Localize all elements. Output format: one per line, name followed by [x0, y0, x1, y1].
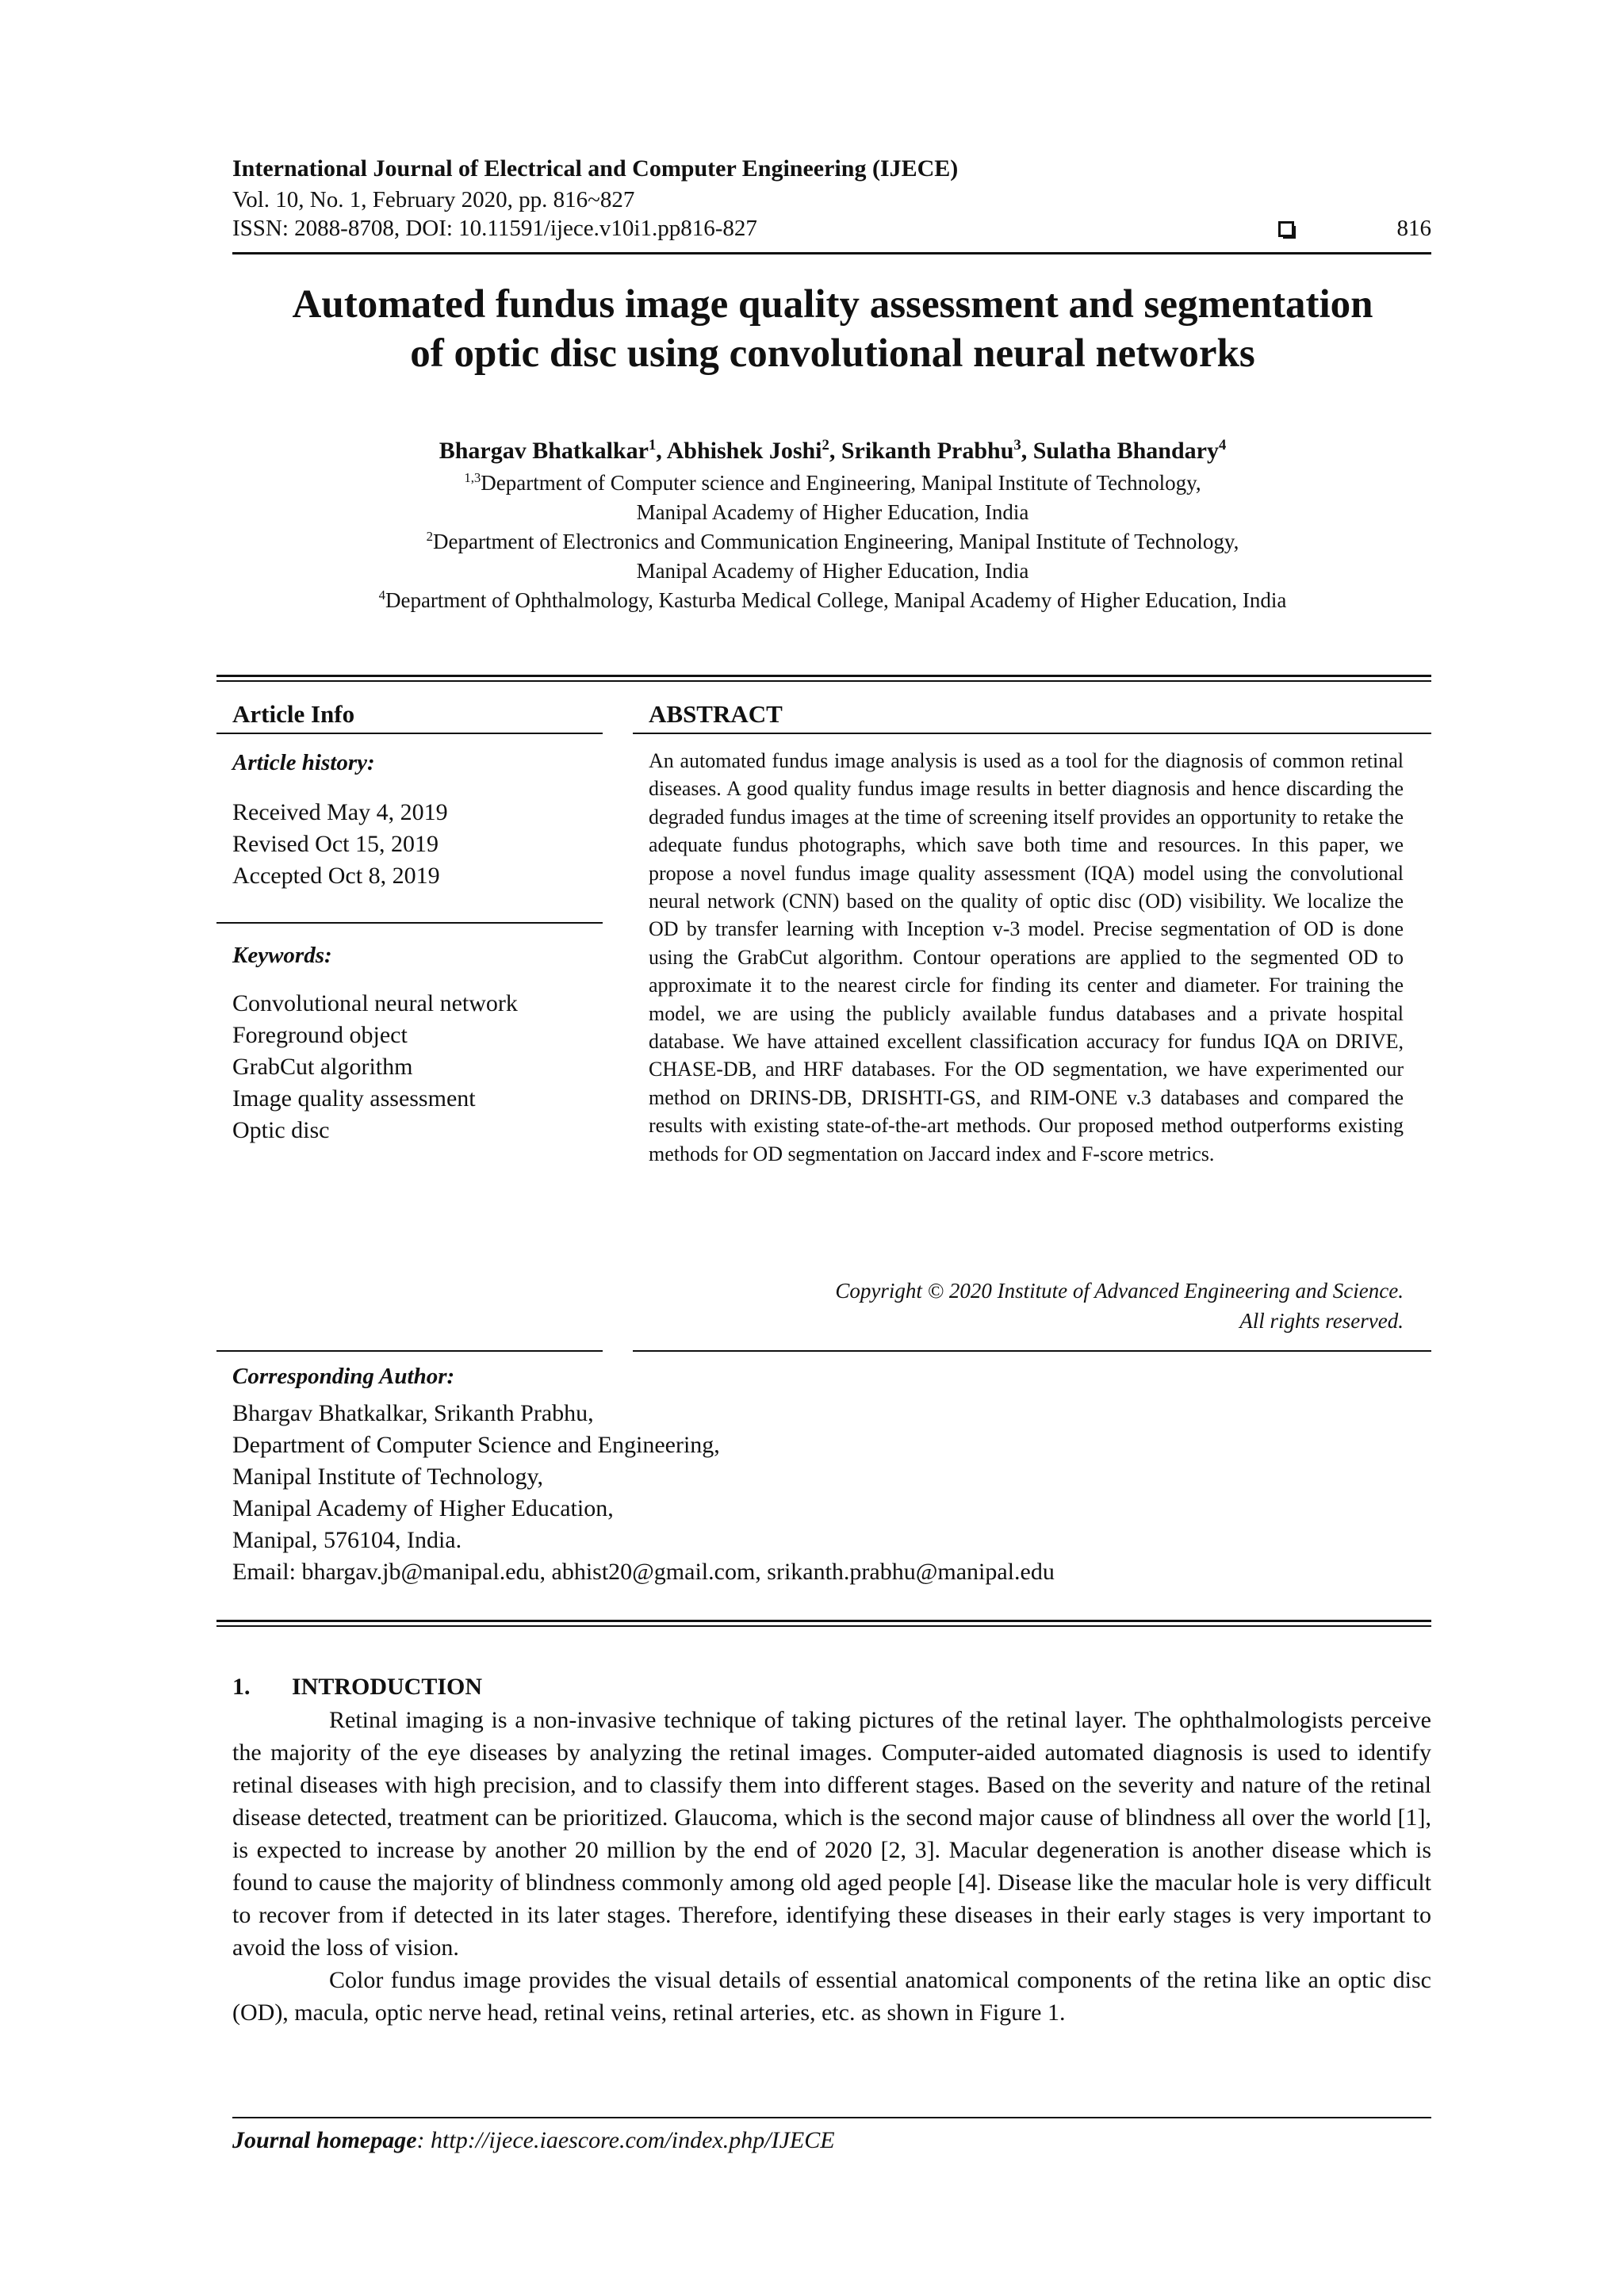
copyright-line: Copyright © 2020 Institute of Advanced Engineering and Science.: [835, 1279, 1404, 1303]
info-box-top-rule: [216, 680, 1431, 682]
author-list: [182, 438, 1483, 465]
keyword-list: [232, 988, 518, 1146]
corresponding-email[interactable]: Email: bhargav.jb@manipal.edu, abhist20@gmail.com, srikanth.prabhu@manipal.edu: [232, 1559, 1055, 1585]
keyword: Foreground object: [232, 1022, 408, 1048]
abstract-rule: [633, 1350, 1431, 1352]
journal-homepage: [232, 2127, 835, 2154]
homepage-label: Journal homepage: [232, 2127, 417, 2153]
journal-volume: Vol. 10, No. 1, February 2020, pp. 816~827: [232, 187, 635, 212]
author-separator: ,: [1021, 438, 1033, 464]
corresponding-line: Manipal Institute of Technology,: [232, 1464, 543, 1490]
section-heading: INTRODUCTION: [292, 1674, 483, 1700]
author-affil-marker: 2: [822, 436, 829, 453]
copyright-line: All rights reserved.: [1239, 1309, 1404, 1333]
keyword: GrabCut algorithm: [232, 1054, 413, 1080]
affiliation-text: Department of Ophthalmology, Kasturba Medical College, Manipal Academy of Higher Education, India: [385, 588, 1287, 612]
journal-name: International Journal of Electrical and Computer Engineering (IJECE): [232, 155, 959, 182]
revised-date: Revised Oct 15, 2019: [232, 831, 439, 857]
homepage-link[interactable]: http://ijece.iaescore.com/index.php/IJECE: [431, 2127, 835, 2153]
article-info-rule: [216, 922, 603, 924]
checkbox-square-icon: [1278, 221, 1294, 237]
abstract-text: An automated fundus image analysis is used as a tool for the diagnosis of common retinal diseases. A good quality fundus image results in better diagnosis and hence discarding the degraded fundus images at the time of screening itself provides an opportunity to retake the adequate fundus photographs, which save both time and resources. In this paper, we propose a novel fundus image quality assessment (IQA) model using the convolutional neural network (CNN) based on the quality of optic disc (OD) visibility. We localize the OD by transfer learning with Inception v-3 model. Precise segmentation of OD is done using the GrabCut algorithm. Contour operations are applied to the segmented OD to approximate it to the nearest circle for finding its center and diameter. For training the model, we are using the publicly available fundus databases and a private hospital database. We have attained excellent classification accuracy for fundus IQA on DRIVE, CHASE-DB, and HRF databases. For the OD segmentation, we have experimented our method on DRINS-DB, DRISHTI-GS, and RIM-ONE v.3 databases and compared the results with existing state-of-the-art methods. Our proposed method outperforms existing methods for OD segmentation on Jaccard index and F-score metrics.: [649, 749, 1404, 1165]
affiliation-marker: 4: [378, 587, 385, 603]
article-history: [232, 797, 448, 892]
author-affil-marker: 1: [648, 436, 657, 453]
abstract-rule: [633, 733, 1431, 734]
paper-title-line: of optic disc using convolutional neural networks: [410, 331, 1255, 376]
received-date: Received May 4, 2019: [232, 799, 448, 825]
intro-paragraph: Color fundus image provides the visual details of essential anatomical components of the retina like an optic disc (OD), macula, optic nerve head, retinal veins, retinal arteries, etc. as shown in Figure 1.: [232, 1967, 1431, 2026]
introduction-body: [232, 1704, 1431, 2029]
paper-title: [182, 280, 1483, 378]
affiliation-marker: 1,3: [464, 469, 481, 485]
author-name: Bhargav Bhatkalkar: [439, 438, 649, 464]
author-affil-marker: 4: [1218, 436, 1227, 453]
info-box-bottom-rule: [216, 1625, 1431, 1627]
header-divider: [232, 252, 1431, 254]
affiliation-line: [182, 559, 1483, 584]
keyword: Optic disc: [232, 1117, 330, 1143]
author-name: Srikanth Prabhu: [841, 438, 1014, 464]
keywords-heading: Keywords:: [232, 943, 332, 968]
copyright-notice: [649, 1276, 1404, 1336]
article-history-heading: Article history:: [232, 750, 375, 775]
corresponding-line: Manipal, 576104, India.: [232, 1527, 462, 1553]
corresponding-author-heading: Corresponding Author:: [232, 1364, 455, 1389]
keyword: Convolutional neural network: [232, 990, 518, 1016]
author-name: Abhishek Joshi: [666, 438, 822, 464]
affiliation-text: Manipal Academy of Higher Education, India: [636, 559, 1029, 583]
page-number: 816: [1396, 216, 1431, 241]
corresponding-line: Bhargav Bhatkalkar, Srikanth Prabhu,: [232, 1400, 594, 1426]
paper-title-line: Automated fundus image quality assessment and segmentation: [292, 282, 1373, 327]
author-name: Sulatha Bhandary: [1032, 438, 1219, 464]
affiliation-line: [182, 530, 1483, 554]
accepted-date: Accepted Oct 8, 2019: [232, 863, 440, 889]
article-info-heading: Article Info: [232, 700, 355, 728]
article-info-rule: [216, 1350, 603, 1352]
affiliation-text: Manipal Academy of Higher Education, India: [636, 500, 1029, 524]
affiliation-line: [182, 471, 1483, 496]
info-box-bottom-rule: [216, 1620, 1431, 1622]
corresponding-line: Manipal Academy of Higher Education,: [232, 1495, 614, 1521]
homepage-separator: :: [416, 2127, 431, 2153]
author-separator: ,: [656, 438, 667, 464]
keyword: Image quality assessment: [232, 1085, 476, 1112]
section-number: 1.: [232, 1674, 251, 1700]
affiliation-text: Department of Computer science and Engineering, Manipal Institute of Technology,: [481, 471, 1201, 495]
author-separator: ,: [829, 438, 841, 464]
journal-issn: ISSN: 2088-8708, DOI: 10.11591/ijece.v10i1.pp816-827: [232, 216, 757, 241]
intro-paragraph: Retinal imaging is a non-invasive technique of taking pictures of the retinal layer. The ophthalmologists perceive the majority of the eye diseases by analyzing the retinal images. Computer-aided automated diagnosis is used to identify retinal diseases with high precision, and to classify them into different stages. Based on the severity and nature of the retinal disease detected, treatment can be prioritized. Glaucoma, which is the second major cause of blindness all over the world [1], is expected to increase by another 20 million by the end of 2020 [2, 3]. Macular degeneration is another disease which is found to cause the majority of blindness commonly among old aged people [4]. Disease like the macular hole is very difficult to recover from if detected in its later stages. Therefore, identifying these diseases in their early stages is very important to avoid the loss of vision.: [232, 1707, 1431, 1961]
affiliation-text: Department of Electronics and Communication Engineering, Manipal Institute of Technology,: [433, 530, 1239, 553]
affiliation-marker: 2: [426, 528, 433, 544]
info-box-top-rule: [216, 675, 1431, 677]
abstract-heading: ABSTRACT: [649, 700, 783, 728]
affiliation-line: [182, 588, 1483, 613]
affiliation-line: [182, 500, 1483, 525]
footer-rule: [232, 2117, 1431, 2118]
corresponding-line: Department of Computer Science and Engineering,: [232, 1432, 720, 1458]
author-affil-marker: 3: [1013, 436, 1021, 453]
corresponding-author-details: [232, 1398, 1055, 1588]
article-info-rule: [216, 733, 603, 734]
